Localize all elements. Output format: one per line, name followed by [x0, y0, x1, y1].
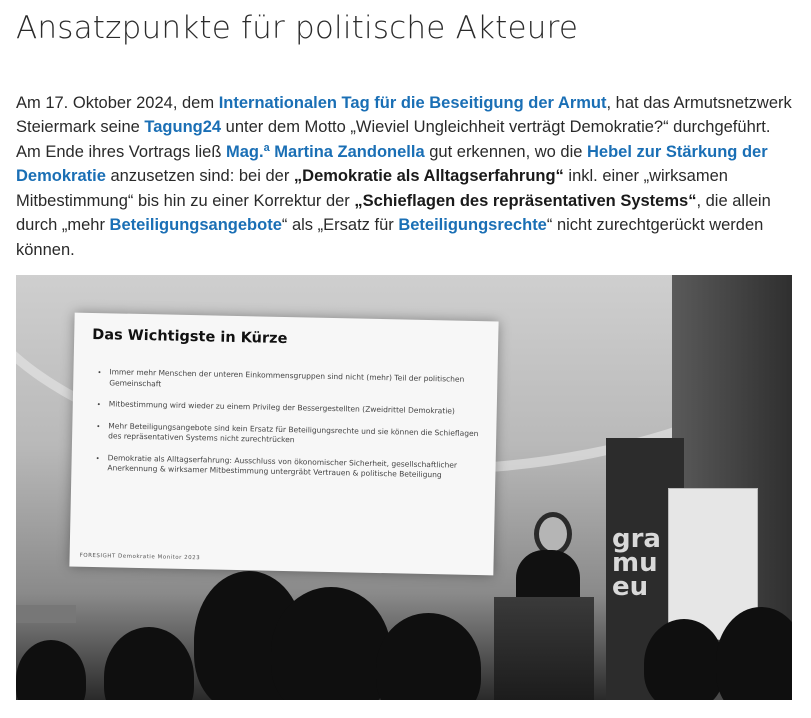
audience-head	[644, 619, 724, 700]
banner-logo-text: gra mu eu	[612, 524, 661, 602]
link-international-day[interactable]: Internationalen Tag für die Beseitigung der Armut	[218, 93, 607, 112]
slide-bullet: • Demokratie als Alltagserfahrung: Ausschluss von ökonomischer Sicherheit, gesellschaftlicher Anerkennung & wirksamer Mitbestimmung untergräbt Vertrauen & politische Beteiligung	[107, 453, 487, 482]
slide-title: Das Wichtigste in Kürze	[92, 326, 288, 348]
projected-slide	[69, 313, 498, 576]
text-segment: “ als „Ersatz für	[281, 216, 399, 234]
audience-head	[271, 587, 391, 700]
text-segment: inkl. einer „wirksamen Mitbestimmung“ bis hin zu einer Korrektur der	[16, 167, 728, 210]
slide-bullet-list	[93, 367, 489, 493]
intro-paragraph	[16, 91, 798, 263]
text-segment: Am 17. Oktober 2024, dem	[16, 93, 219, 112]
slide-footer: FORESIGHT Demokratie Monitor 2023	[79, 552, 201, 562]
lectern	[494, 597, 594, 700]
side-table	[16, 605, 76, 623]
link-beteiligungsrechte[interactable]: Beteiligungsrechte	[398, 216, 547, 234]
text-segment: unter dem Motto „Wieviel Ungleichheit verträgt Demokratie?“ durchgeführt. Am Ende ihres Vortrags ließ	[16, 118, 771, 161]
slide-bullet: • Mitbestimmung wird wieder zu einem Privileg der Bessergestellten (Zweidrittel Demokratie)	[109, 399, 489, 417]
link-hebel-demokratie[interactable]: Hebel zur Stärkung der Demokratie	[16, 142, 768, 185]
text-segment: gut erkennen, wo die	[424, 142, 588, 161]
slide-bullet: • Mehr Beteiligungsangebote sind kein Ersatz für Beteiligungsrechte und sie können die Schieflagen des repräsentativen Systems nicht zurechtrücken	[108, 421, 488, 450]
link-beteiligungsangebote[interactable]: Beteiligungsangebote	[109, 216, 282, 234]
page-title: Ansatzpunkte für politische Akteure	[16, 10, 579, 46]
slide-bullet: • Immer mehr Menschen der unteren Einkommensgruppen sind nicht (mehr) Teil der politischen Gemeinschaft	[109, 367, 489, 396]
text-segment: anzusetzen sind: bei der	[105, 167, 294, 185]
conference-photo	[16, 275, 792, 700]
text-segment: , die allein durch „mehr	[16, 191, 771, 234]
audience-head	[376, 613, 481, 700]
link-martina-zandonella[interactable]: Mag.ª Martina Zandonella	[226, 142, 425, 161]
text-segment: “ nicht zurechtgerückt werden können.	[16, 216, 764, 259]
emphasis-alltagserfahrung: „Demokratie als Alltagserfahrung“	[293, 167, 564, 185]
emphasis-schieflagen: „Schieflagen des repräsentativen Systems“	[354, 191, 697, 210]
text-segment: , hat das Armutsnetzwerk Steiermark seine	[16, 93, 792, 136]
audience-head	[16, 640, 86, 700]
link-tagung24[interactable]: Tagung24	[144, 118, 222, 136]
audience-head	[104, 627, 194, 700]
